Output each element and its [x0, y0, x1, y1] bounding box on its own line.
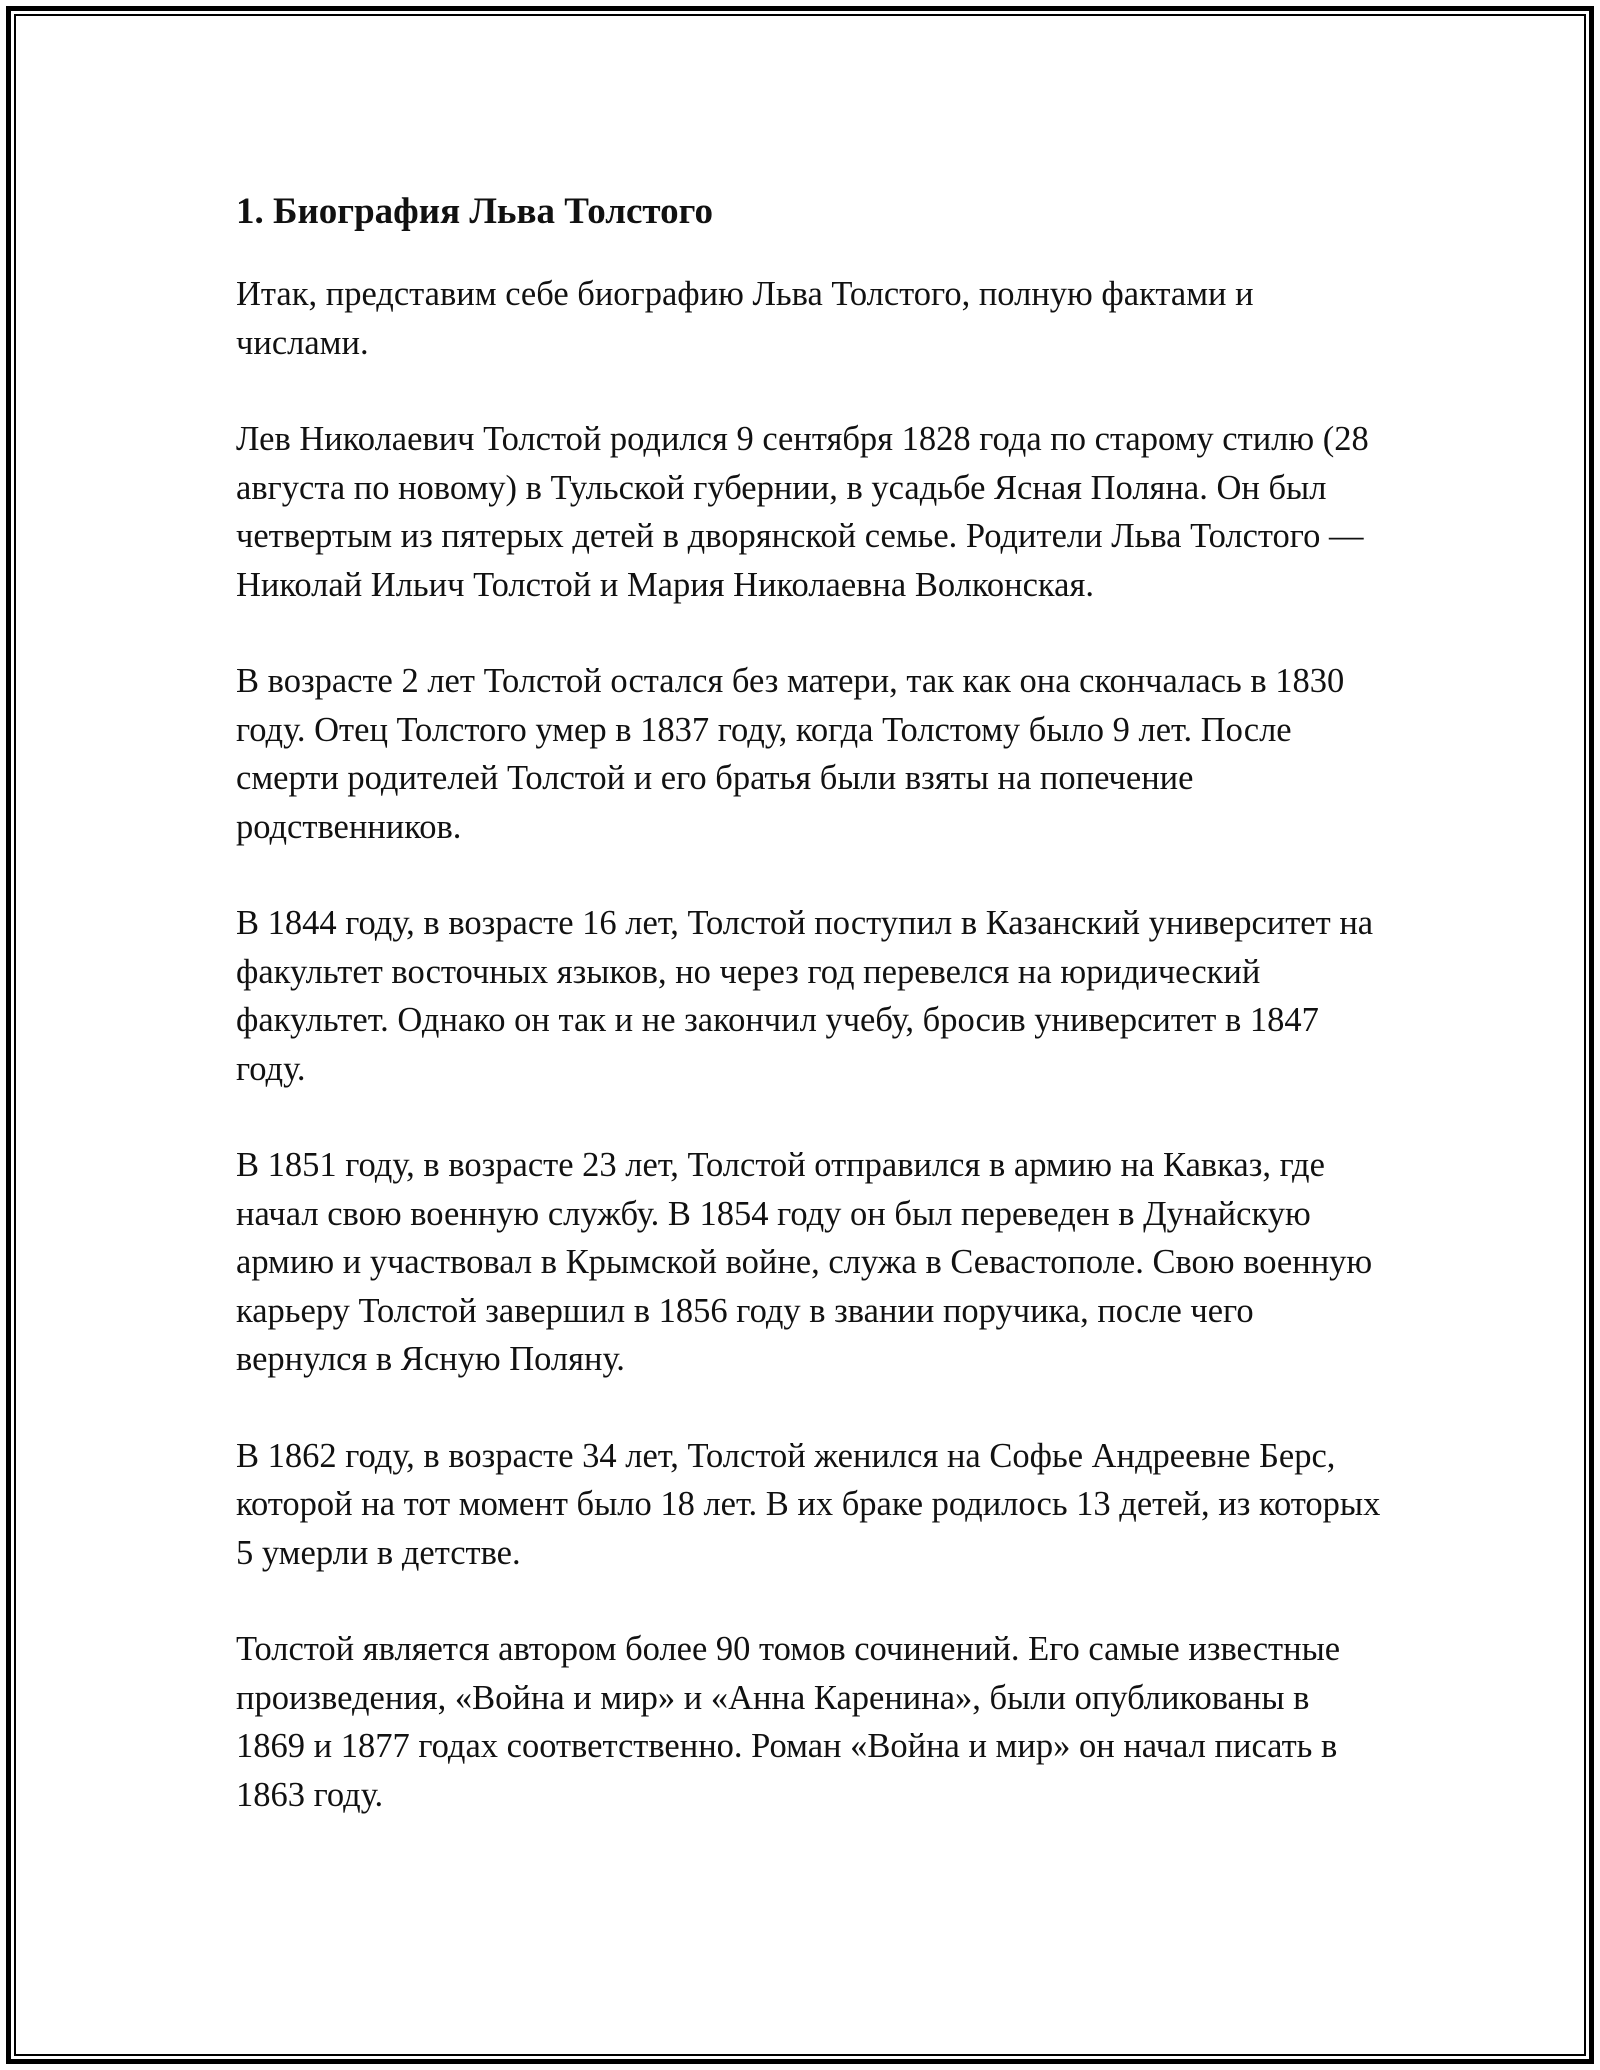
paragraph-marriage: В 1862 году, в возрасте 34 лет, Толстой женился на Софье Андреевне Берс, которой на тот момент было 18 лет. В их браке родилось 13 детей, из которых 5 умерли в детстве.	[236, 1436, 1381, 1572]
document-heading: 1. Биография Льва Толстого	[236, 191, 713, 232]
paragraph-birth: Лев Николаевич Толстой родился 9 сентября 1828 года по старому стилю (28 августа по новому) в Тульской губернии, в усадьбе Ясная Поляна. Он был четвертым из пятерых детей в дворянской семье. Родители Льва Толстого — Николай Ильич Толстой и Мария Николаевна Волконская.	[236, 420, 1369, 604]
paragraph-works: Толстой является автором более 90 томов сочинений. Его самые известные произведения, «Война и мир» и «Анна Каренина», были опубликованы в 1869 и 1877 годах соответственно. Роман «Война и мир» он начал писать в 1863 году.	[236, 1630, 1341, 1814]
paragraph-intro: Итак, представим себе биографию Льва Толстого, полную фактами и числами.	[236, 275, 1254, 362]
paragraph-military: В 1851 году, в возрасте 23 лет, Толстой отправился в армию на Кавказ, где начал свою военную службу. В 1854 году он был переведен в Дунайскую армию и участвовал в Крымской войне, служа в Севастополе. Свою военную карьеру Толстой завершил в 1856 году в звании поручика, после чего вернулся в Ясную Поляну.	[236, 1146, 1373, 1378]
document-body	[236, 186, 1386, 1867]
paragraph-university: В 1844 году, в возрасте 16 лет, Толстой поступил в Казанский университет на факультет восточных языков, но через год перевелся на юридический факультет. Однако он так и не закончил учебу, бросив университет в 1847 году.	[236, 904, 1374, 1088]
paragraph-childhood: В возрасте 2 лет Толстой остался без матери, так как она скончалась в 1830 году. Отец Толстого умер в 1837 году, когда Толстому было 9 лет. После смерти родителей Толстой и его братья были взяты на попечение родственников.	[236, 662, 1345, 846]
